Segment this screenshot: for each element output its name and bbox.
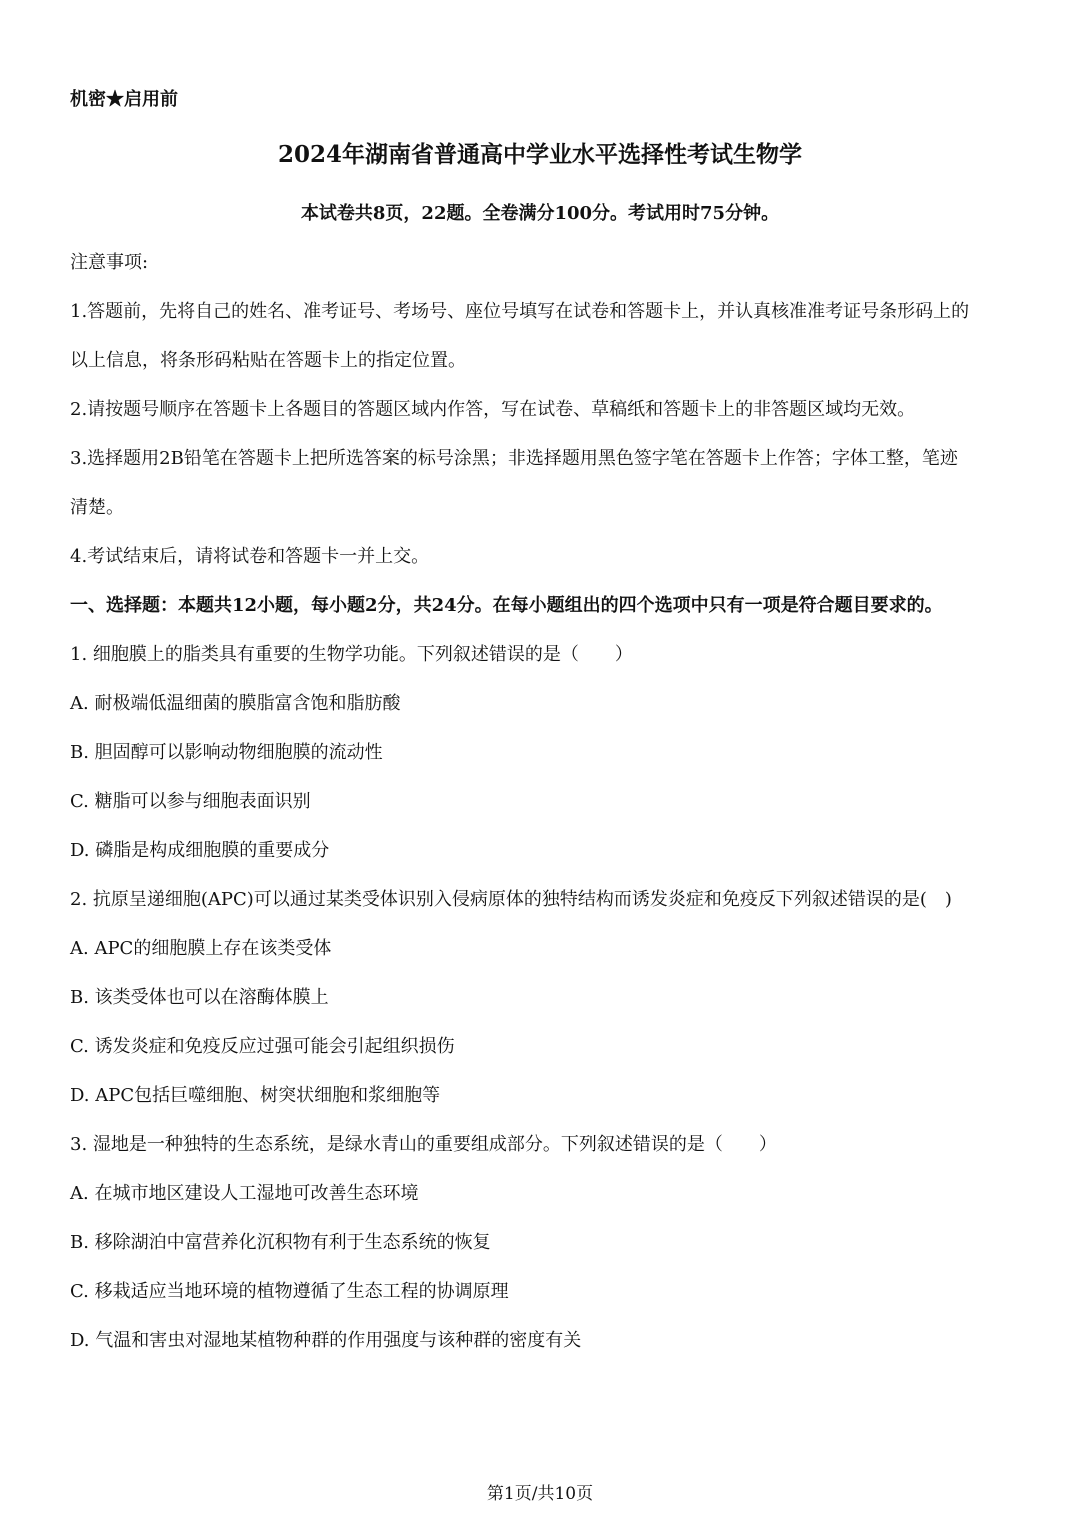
exam-info: 本试卷共8页，22题。全卷满分100分。考试用时75分钟。 xyxy=(300,203,780,224)
note-line: 3.选择题用2B铅笔在答题卡上把所选答案的标号涂黑；非选择题用黑色签字笔在答题卡上作答；字体工整，笔迹 xyxy=(70,448,958,469)
page-title: 2024年湖南省普通高中学业水平选择性考试生物学 xyxy=(277,141,802,168)
section-heading: 一、选择题：本题共12小题，每小题2分，共24分。在每小题组出的四个选项中只有一项是符合题目要求的。 xyxy=(70,595,943,616)
question-option: C. 诱发炎症和免疫反应过强可能会引起组织损伤 xyxy=(70,1036,455,1057)
note-line: 清楚。 xyxy=(70,497,124,518)
question-option: C. 糖脂可以参与细胞表面识别 xyxy=(70,791,311,812)
question-stem: 1. 细胞膜上的脂类具有重要的生物学功能。下列叙述错误的是（ ） xyxy=(70,644,633,665)
note-line: 2.请按题号顺序在答题卡上各题目的答题区域内作答，写在试卷、草稿纸和答题卡上的非答题区域均无效。 xyxy=(70,399,916,420)
note-line: 1.答题前，先将自己的姓名、准考证号、考场号、座位号填写在试卷和答题卡上，并认真核准准考证号条形码上的 xyxy=(70,301,970,322)
question-option: B. 胆固醇可以影响动物细胞膜的流动性 xyxy=(70,742,383,763)
question-option: A. APC的细胞膜上存在该类受体 xyxy=(70,938,332,959)
question-option: D. 磷脂是构成细胞膜的重要成分 xyxy=(70,840,330,861)
question-option: B. 移除湖泊中富营养化沉积物有利于生态系统的恢复 xyxy=(70,1232,491,1253)
notes-heading: 注意事项: xyxy=(70,252,149,273)
note-line: 4.考试结束后，请将试卷和答题卡一并上交。 xyxy=(70,546,430,567)
note-line: 以上信息，将条形码粘贴在答题卡上的指定位置。 xyxy=(70,350,466,371)
question-option: C. 移栽适应当地环境的植物遵循了生态工程的协调原理 xyxy=(70,1281,509,1302)
question-stem: 2. 抗原呈递细胞(APC)可以通过某类受体识别入侵病原体的独特结构而诱发炎症和免疫反下列叙述错误的是( ) xyxy=(70,889,952,910)
question-stem: 3. 湿地是一种独特的生态系统，是绿水青山的重要组成部分。下列叙述错误的是（ ） xyxy=(70,1134,777,1155)
question-option: A. 在城市地区建设人工湿地可改善生态环境 xyxy=(70,1183,419,1204)
question-option: D. APC包括巨噬细胞、树突状细胞和浆细胞等 xyxy=(70,1085,441,1106)
question-option: A. 耐极端低温细菌的膜脂富含饱和脂肪酸 xyxy=(70,693,401,714)
page-number: 第1页/共10页 xyxy=(486,1484,594,1504)
question-option: B. 该类受体也可以在溶酶体膜上 xyxy=(70,987,329,1008)
confidential-label: 机密★启用前 xyxy=(70,89,178,110)
question-option: D. 气温和害虫对湿地某植物种群的作用强度与该种群的密度有关 xyxy=(70,1330,582,1351)
